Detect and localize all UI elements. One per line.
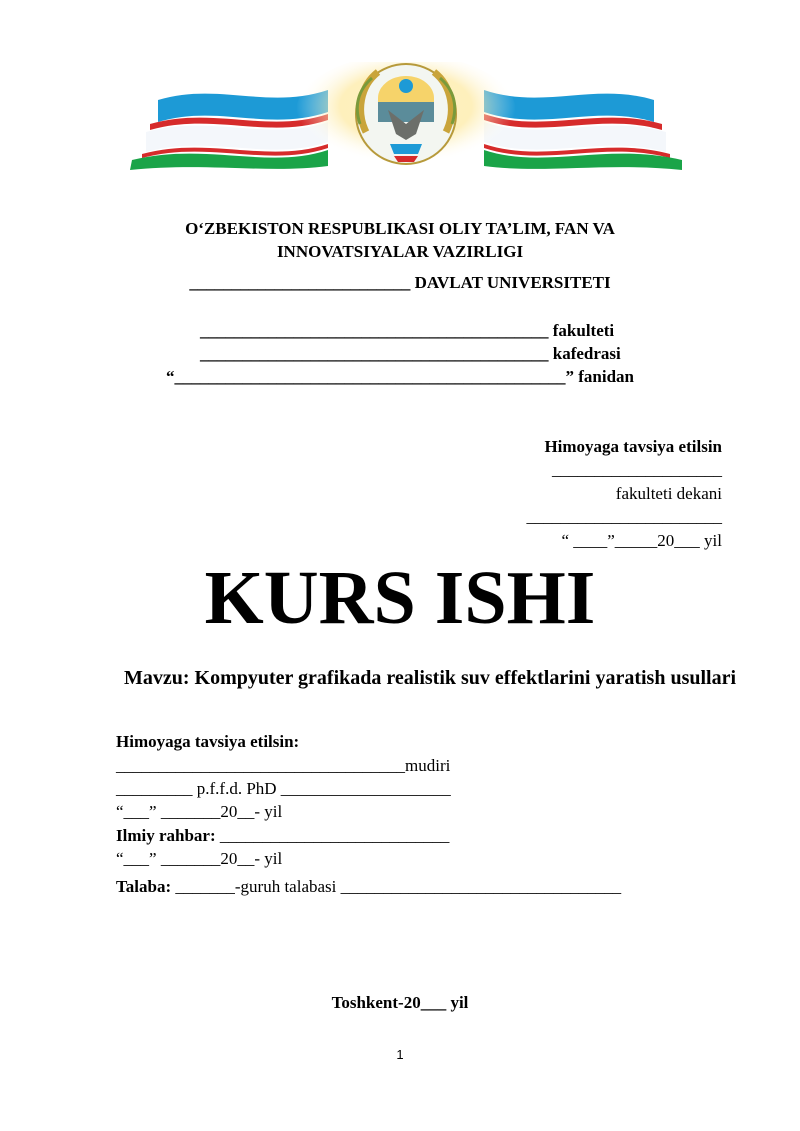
supervisor-row xyxy=(116,826,449,846)
state-emblem-with-flags xyxy=(128,62,684,172)
approval-bottom-title: Himoyaga tavsiya etilsin: xyxy=(116,732,300,751)
ministry-line-1: O‘ZBEKISTON RESPUBLIKASI OLIY TA’LIM, FAN VA xyxy=(185,219,615,238)
supervisor-label: Ilmiy rahbar: xyxy=(116,826,216,845)
page-number: 1 xyxy=(396,1047,404,1062)
page-title: KURS ISHI xyxy=(204,556,596,640)
supervisor-line: ___________________________ xyxy=(215,826,450,845)
date-line-2: “___” _______20__- yil xyxy=(116,849,283,868)
faculty-line: _________________________________________ fakulteti xyxy=(200,321,615,340)
department-line: _________________________________________ kafedrasi xyxy=(200,344,621,363)
city-year: Toshkent-20___ yil xyxy=(331,993,469,1012)
student-row xyxy=(116,877,621,897)
approval-top-date: “ ____”_____20___ yil xyxy=(561,531,722,550)
student-label: Talaba: xyxy=(116,877,172,896)
emblem-svg xyxy=(128,62,684,172)
ministry-line-2: INNOVATSIYALAR VAZIRLIGI xyxy=(276,242,524,261)
student-line: _______-guruh talabasi _________________________________ xyxy=(171,877,622,896)
emblem xyxy=(356,64,456,164)
subject-line: “______________________________________________” fanidan xyxy=(166,367,634,386)
approval-top-sign-line-2: _______________________ xyxy=(526,507,722,526)
head-of-department-line: __________________________________mudiri xyxy=(116,756,451,775)
ministry-title xyxy=(0,217,800,263)
phd-line: _________ p.f.f.d. PhD ____________________ xyxy=(116,779,451,798)
approval-top-title: Himoyaga tavsiya etilsin xyxy=(544,437,722,456)
date-line-1: “___” _______20__- yil xyxy=(116,802,283,821)
university-line: __________________________ DAVLAT UNIVERSITETI xyxy=(189,273,611,292)
approval-top-sign-line: ____________________ xyxy=(552,460,722,479)
topic: Mavzu: Kompyuter grafikada realistik suv effektlarini yaratish usullari xyxy=(123,667,737,689)
dean-label: fakulteti dekani xyxy=(615,484,722,503)
